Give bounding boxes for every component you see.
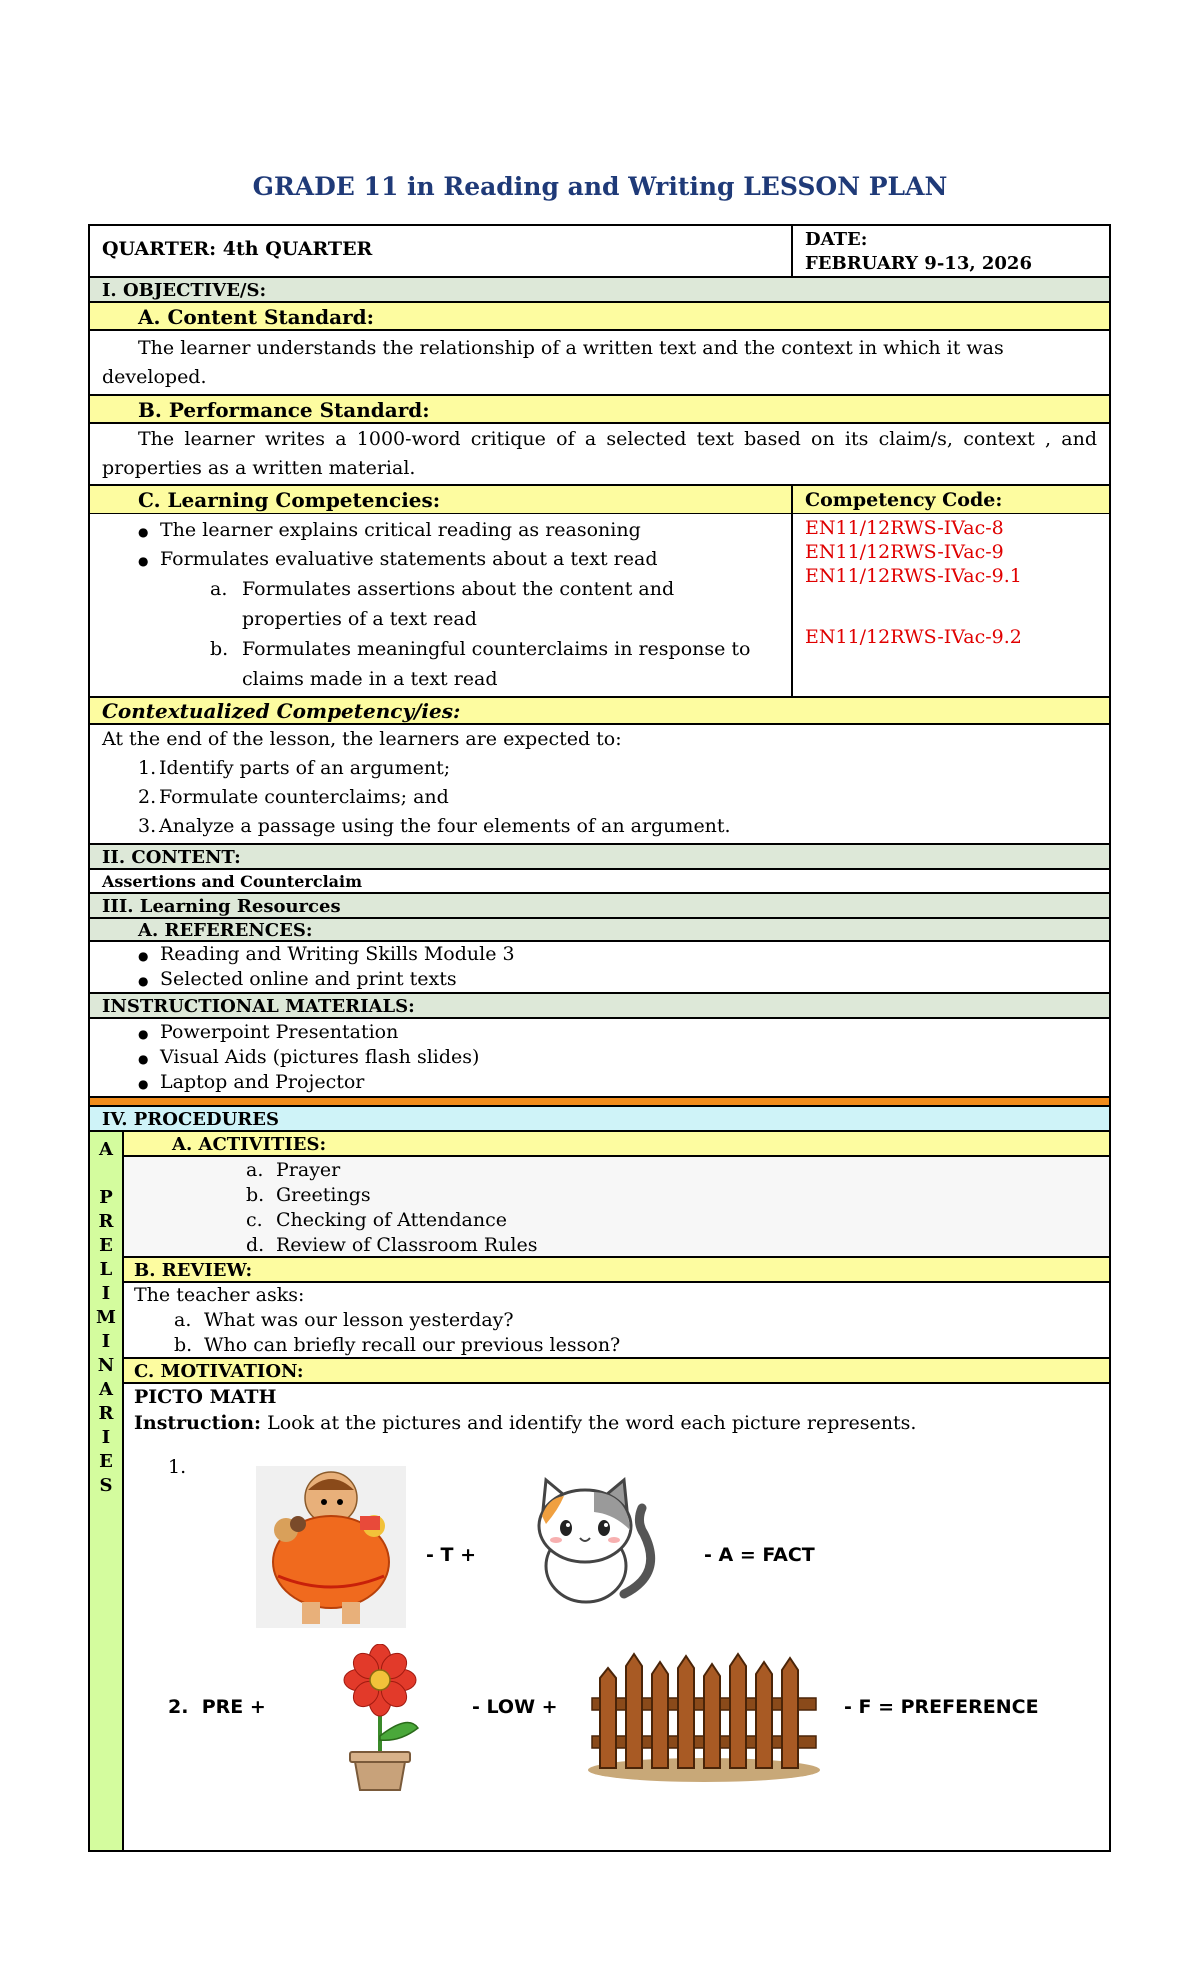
preliminaries-block (90, 1132, 1109, 1850)
procedures-heading: IV. PROCEDURES (90, 1107, 1109, 1132)
competency-codes (793, 486, 1109, 696)
materials-heading: INSTRUCTIONAL MATERIALS: (90, 994, 1109, 1019)
activity-item: d. Review of Classroom Rules (246, 1234, 538, 1256)
content-heading: II. CONTENT: (90, 845, 1109, 870)
contextualized-heading: Contextualized Competency/ies: (90, 698, 1109, 725)
contextualized-item: 1. Identify parts of an argument; (138, 757, 451, 779)
objectives-heading: I. OBJECTIVE/S: (90, 278, 1109, 303)
resources-heading: III. Learning Resources (90, 894, 1109, 919)
procedures-content (124, 1132, 1109, 1846)
competency-item: ● The learner explains critical reading as reasoning (90, 516, 791, 545)
sub-a-text: Formulates assertions about the content and properties of a text read (242, 578, 675, 630)
sub-b-marker: b. (210, 638, 229, 660)
competency-codes-list (793, 514, 1109, 590)
puzzle-2-end: - F = PREFERENCE (844, 1696, 1039, 1718)
sub-a-marker: a. (210, 578, 228, 600)
references-list (90, 942, 1109, 992)
references-heading: A. REFERENCES: (90, 919, 1109, 942)
activity-item: c. Checking of Attendance (246, 1209, 507, 1231)
puzzle-1-end: - A = FACT (704, 1544, 815, 1566)
puzzle-2-mid: - LOW + (472, 1696, 558, 1718)
reference-item: ● Reading and Writing Skills Module 3 (90, 942, 1109, 967)
date-value: FEBRUARY 9-13, 2026 (805, 253, 1032, 274)
competency-code: EN11/12RWS-IVac-8 (805, 517, 1004, 539)
material-item: ● Visual Aids (pictures flash slides) (90, 1045, 1109, 1070)
activities-heading: A. ACTIVITIES: (124, 1132, 1109, 1157)
references-body (90, 942, 1109, 994)
performance-standard-heading: B. Performance Standard: (90, 396, 1109, 424)
competency-code: EN11/12RWS-IVac-9.1 (805, 565, 1022, 587)
material-item: ● Laptop and Projector (90, 1070, 1109, 1095)
performance-standard-text: The learner writes a 1000-word critique of a selected text based on its claim/s, context , and properties as a written material. (90, 424, 1109, 486)
competencies-heading: C. Learning Competencies: (90, 486, 791, 514)
activities-body (124, 1157, 1109, 1258)
contextualized-item: 2. Formulate counterclaims; and (138, 786, 449, 808)
activity-item: b. Greetings (246, 1184, 371, 1206)
puzzle-2-start: 2. PRE + (168, 1696, 266, 1718)
instruction: Instruction: Look at the pictures and identify the word each picture represents. (134, 1412, 917, 1434)
competency-item: ● Formulates evaluative statements about a text read (90, 545, 791, 574)
puzzle-1-mid: - T + (426, 1544, 476, 1566)
competencies-list (90, 516, 791, 574)
contextualized-intro: At the end of the lesson, the learners are expected to: (102, 728, 622, 750)
review-body (124, 1283, 1109, 1359)
picto-title: PICTO MATH (134, 1386, 277, 1408)
competency-sub-b (90, 634, 780, 694)
section-divider (90, 1098, 1109, 1107)
competency-code: EN11/12RWS-IVac-9 (805, 541, 1004, 563)
puzzle-1-number: 1. (168, 1456, 187, 1478)
activity-item: a. Prayer (246, 1159, 341, 1181)
preliminaries-sidebar: A P R E L I M I N A R I E S (90, 1132, 124, 1850)
lesson-plan-table (88, 224, 1111, 1852)
document-title: GRADE 11 in Reading and Writing LESSON PLAN (252, 172, 948, 201)
contextualized-item: 3. Analyze a passage using the four elements of an argument. (138, 815, 731, 837)
competencies-left (90, 486, 793, 696)
quarter-label: QUARTER: 4th QUARTER (90, 226, 793, 276)
date-label: DATE: (805, 229, 868, 250)
competencies-row (90, 486, 1109, 698)
competency-sub-a (90, 574, 730, 634)
review-item: a. What was our lesson yesterday? (174, 1309, 514, 1331)
flower-pot-icon (328, 1644, 432, 1792)
wooden-fence-icon (586, 1650, 822, 1784)
materials-body (90, 1020, 1109, 1098)
motivation-heading: C. MOTIVATION: (124, 1359, 1109, 1384)
review-item: b. Who can briefly recall our previous lesson? (174, 1334, 621, 1356)
material-item: ● Powerpoint Presentation (90, 1020, 1109, 1045)
cat-icon (524, 1474, 664, 1606)
date-cell (793, 226, 1109, 276)
content-topic: Assertions and Counterclaim (90, 870, 1109, 894)
materials-list (90, 1020, 1109, 1095)
motivation-body (124, 1384, 1109, 1846)
content-standard-heading: A. Content Standard: (90, 303, 1109, 331)
fat-person-eating-icon (256, 1466, 406, 1628)
review-intro: The teacher asks: (134, 1284, 305, 1306)
sub-b-text: Formulates meaningful counterclaims in response to claims made in a text read (242, 638, 751, 690)
contextualized-body (90, 725, 1109, 845)
content-standard-text: The learner understands the relationship of a written text and the context in which it was developed. (90, 331, 1109, 396)
reference-item: ● Selected online and print texts (90, 967, 1109, 992)
competency-code: EN11/12RWS-IVac-9.2 (805, 626, 1022, 648)
review-heading: B. REVIEW: (124, 1258, 1109, 1283)
competency-code-heading: Competency Code: (793, 486, 1109, 514)
quarter-date-row (90, 226, 1109, 278)
